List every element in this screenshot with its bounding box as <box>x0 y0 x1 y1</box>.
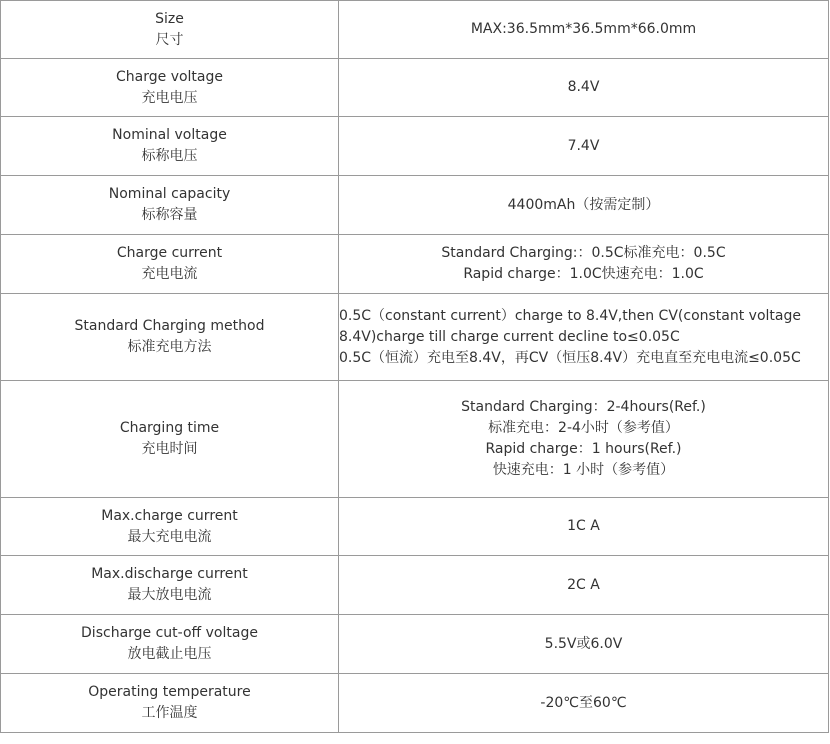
spec-label-cell <box>1 615 339 674</box>
spec-value-cell <box>339 294 829 381</box>
spec-row-nominal-voltage <box>1 117 829 176</box>
value-line: -20℃至60℃ <box>540 694 627 711</box>
value-line: MAX:36.5mm*36.5mm*66.0mm <box>470 21 697 37</box>
value-line: 0.5C（恒流）充电至8.4V，再CV（恒压8.4V）充电直至充电电流≤0.05C <box>339 349 801 366</box>
value-line: Rapid charge：1.0C快速充电：1.0C <box>463 266 704 282</box>
label-chinese: 放电截止电压 <box>127 646 212 662</box>
spec-row-nominal-capacity <box>1 176 829 235</box>
spec-label-cell <box>1 1 339 59</box>
value-line: 快速充电：1 小时（参考值） <box>492 462 675 478</box>
value-line: 5.5V或6.0V <box>544 635 623 652</box>
spec-value-cell <box>339 615 829 674</box>
spec-value-cell <box>339 1 829 59</box>
label-chinese: 最大充电电流 <box>127 528 212 545</box>
spec-label-cell <box>1 556 339 615</box>
label-english: Max.discharge current <box>91 566 248 582</box>
spec-value-cell <box>339 498 829 556</box>
spec-row-max-discharge-current <box>1 556 829 615</box>
label-english: Discharge cut-off voltage <box>81 625 258 641</box>
spec-row-operating-temperature <box>1 674 829 733</box>
spec-row-standard-charging-method <box>1 294 829 381</box>
spec-label-cell <box>1 235 339 294</box>
spec-label-cell <box>1 294 339 381</box>
spec-label-cell <box>1 117 339 176</box>
spec-value-cell <box>339 381 829 498</box>
spec-value-cell <box>339 176 829 235</box>
label-chinese: 标称容量 <box>141 207 198 223</box>
label-chinese: 充电电流 <box>141 266 198 282</box>
value-line: 标准充电：2-4小时（参考值） <box>488 420 679 436</box>
value-line: 8.4V <box>567 79 600 95</box>
label-english: Nominal voltage <box>112 127 227 143</box>
spec-label-cell <box>1 59 339 117</box>
value-line: Standard Charging:：0.5C标准充电：0.5C <box>441 245 726 261</box>
label-english: Max.charge current <box>101 507 238 524</box>
value-line: 1C A <box>567 518 600 534</box>
label-english: Charging time <box>119 420 220 436</box>
spec-row-charge-voltage <box>1 59 829 117</box>
spec-value-cell <box>339 59 829 117</box>
label-chinese: 充电时间 <box>141 441 198 457</box>
label-chinese: 尺寸 <box>155 31 184 48</box>
spec-row-discharge-cutoff-voltage <box>1 615 829 674</box>
label-english: Standard Charging method <box>74 318 265 334</box>
label-english: Size <box>155 10 184 27</box>
label-chinese: 工作温度 <box>141 705 198 721</box>
label-chinese: 充电电压 <box>141 89 198 106</box>
spec-label-cell <box>1 674 339 733</box>
spec-value-cell <box>339 117 829 176</box>
value-line: 2C A <box>567 576 600 593</box>
value-line: 7.4V <box>567 137 600 154</box>
spec-label-cell <box>1 381 339 498</box>
spec-value-cell <box>339 556 829 615</box>
label-english: Operating temperature <box>88 684 251 700</box>
value-line: 0.5C（constant current）charge to 8.4V,then CV(constant voltage <box>339 307 801 324</box>
label-english: Charge voltage <box>116 68 223 85</box>
spec-label-cell <box>1 498 339 556</box>
label-chinese: 标称电压 <box>141 148 198 164</box>
value-line: Rapid charge：1 hours(Ref.) <box>485 441 682 457</box>
value-line: Standard Charging：2-4hours(Ref.) <box>461 399 706 415</box>
spec-value-cell <box>339 674 829 733</box>
value-line: 4400mAh（按需定制） <box>507 196 660 213</box>
spec-row-max-charge-current <box>1 498 829 556</box>
label-chinese: 标准充电方法 <box>127 339 212 355</box>
spec-row-size <box>1 1 829 59</box>
spec-label-cell <box>1 176 339 235</box>
label-english: Nominal capacity <box>108 186 231 202</box>
spec-row-charging-time <box>1 381 829 498</box>
value-line: 8.4V)charge till charge current decline to≤0.05C <box>339 328 680 345</box>
label-english: Charge current <box>116 245 223 261</box>
label-chinese: 最大放电电流 <box>127 587 212 603</box>
spec-value-cell <box>339 235 829 294</box>
spec-row-charge-current <box>1 235 829 294</box>
